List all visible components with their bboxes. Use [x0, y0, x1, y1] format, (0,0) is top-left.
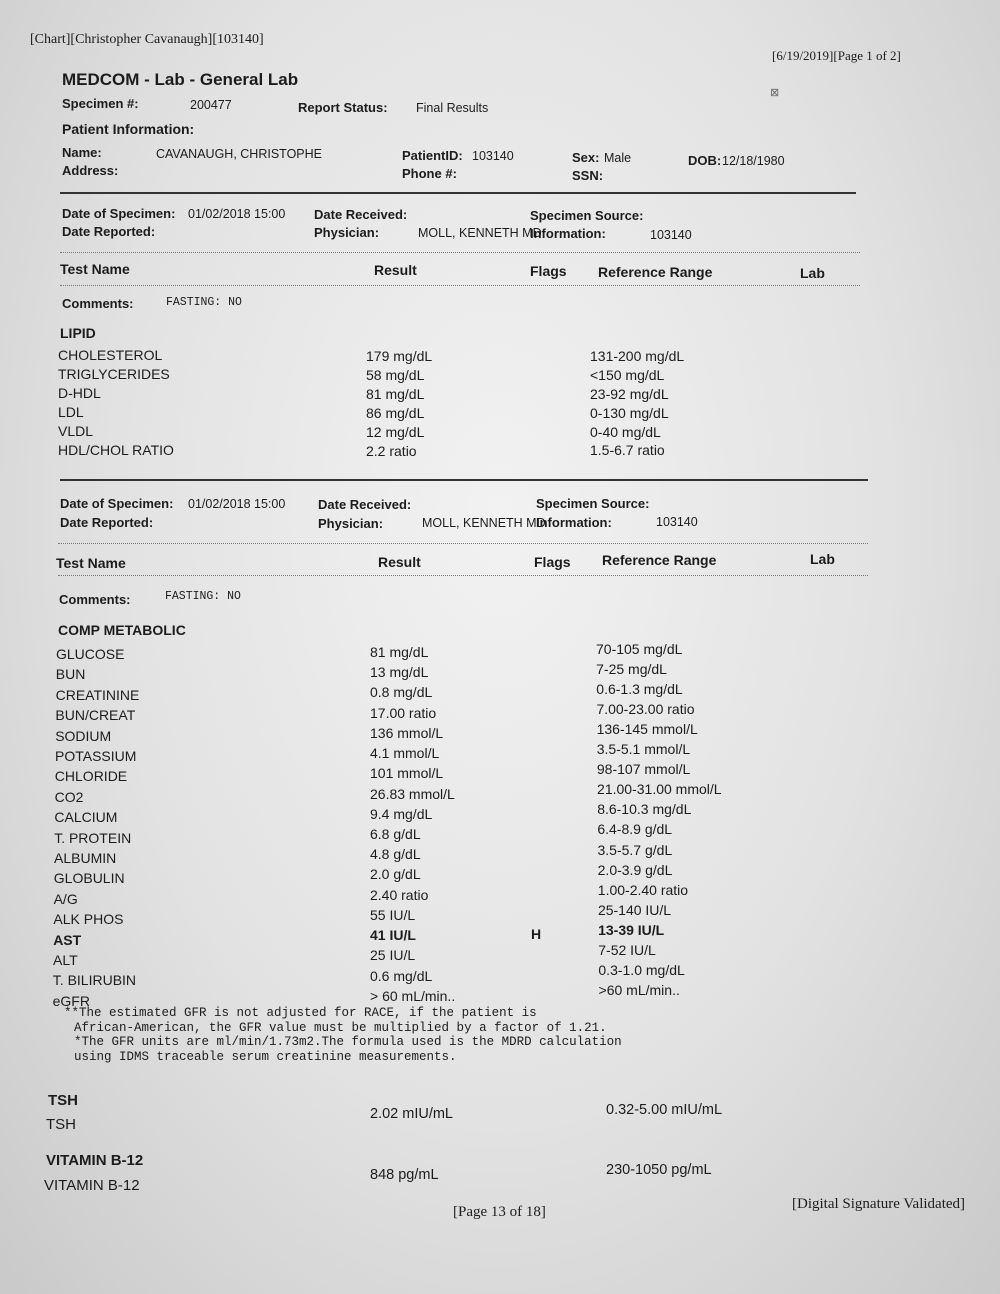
test-name: BUN/CREAT: [55, 707, 136, 724]
test-result: 81 mg/dL: [366, 386, 425, 402]
test-result: 4.8 g/dL: [370, 846, 421, 863]
test-name: VITAMIN B-12: [44, 1177, 140, 1194]
test-range: 1.5-6.7 ratio: [590, 442, 665, 458]
test-name: POTASSIUM: [55, 748, 137, 764]
test-range: 7.00-23.00 ratio: [596, 701, 695, 718]
test-range: 7-52 IU/L: [598, 941, 656, 958]
physician-value: MOLL, KENNETH MD: [418, 226, 542, 240]
test-name: A/G: [53, 890, 78, 907]
test-result: 6.8 g/dL: [370, 826, 421, 843]
date-of-specimen-label: Date of Specimen:: [62, 206, 176, 221]
col-reference-range: Reference Range: [598, 264, 713, 280]
physician-label: Physician:: [314, 225, 380, 240]
col-flags: Flags: [534, 554, 571, 570]
test-range: 131-200 mg/dL: [590, 348, 685, 364]
test-result: 58 mg/dL: [366, 367, 425, 383]
patient-info-heading: Patient Information:: [62, 121, 195, 137]
chart-header: [Chart][Christopher Cavanaugh][103140]: [30, 32, 264, 47]
comments-label: Comments:: [59, 592, 131, 607]
ssn-label: SSN:: [572, 168, 604, 183]
test-range: 0-40 mg/dL: [590, 424, 661, 440]
divider: [58, 575, 868, 576]
test-name: LDL: [58, 404, 84, 420]
test-range: 0.6-1.3 mg/dL: [596, 681, 683, 698]
date-received-label: Date Received:: [318, 497, 412, 512]
specimen-label: Specimen #:: [62, 96, 139, 111]
divider: [60, 252, 860, 253]
test-name: BUN: [55, 666, 86, 683]
group-lipid: LIPID: [60, 325, 96, 341]
test-result: 25 IU/L: [370, 947, 416, 964]
test-result: 41 IU/L: [370, 927, 416, 944]
group-comp-metabolic: COMP METABOLIC: [58, 622, 186, 638]
test-result: 101 mmol/L: [370, 765, 444, 782]
digital-signature: [Digital Signature Validated]: [792, 1196, 966, 1212]
test-name: ALK PHOS: [53, 911, 124, 928]
sex-value: Male: [604, 151, 632, 165]
test-range: 3.5-5.1 mmol/L: [596, 741, 691, 758]
test-result: 136 mmol/L: [370, 724, 444, 741]
date-of-specimen-label: Date of Specimen:: [60, 496, 174, 511]
patient-id-label: PatientID:: [402, 148, 463, 163]
test-range: 13-39 IU/L: [598, 921, 665, 938]
test-name: CHLORIDE: [54, 768, 128, 785]
test-result: 0.6 mg/dL: [370, 967, 433, 984]
col-result: Result: [378, 554, 421, 570]
test-range: 21.00-31.00 mmol/L: [597, 781, 722, 798]
address-label: Address:: [62, 163, 119, 178]
report-status-value: Final Results: [416, 101, 489, 115]
test-result: 9.4 mg/dL: [370, 805, 433, 822]
test-name: GLUCOSE: [56, 646, 125, 662]
test-name: CREATININE: [55, 686, 140, 703]
test-result: 848 pg/mL: [370, 1167, 439, 1183]
test-flag: H: [531, 926, 542, 943]
test-range: >60 mL/min..: [598, 981, 680, 998]
test-result: 0.8 mg/dL: [370, 684, 433, 701]
dob-label: DOB:: [688, 153, 722, 168]
test-name: CHOLESTEROL: [58, 347, 163, 363]
comments-label: Comments:: [62, 296, 134, 311]
test-result: 86 mg/dL: [366, 405, 425, 421]
col-test-name: Test Name: [56, 555, 126, 571]
report-date-page: [6/19/2019][Page 1 of 2]: [772, 48, 901, 63]
group-vitamin-b12: VITAMIN B-12: [46, 1152, 144, 1169]
specimen-source-label: Specimen Source:: [536, 496, 650, 511]
test-range: <150 mg/dL: [590, 367, 665, 383]
col-flags: Flags: [530, 263, 567, 279]
specimen-source-label: Specimen Source:: [530, 208, 644, 223]
test-range: 25-140 IU/L: [597, 901, 672, 918]
note-line: *The GFR units are ml/min/1.73m2.The formula used is the MDRD calculation: [74, 1035, 622, 1049]
date-reported-label: Date Reported:: [62, 224, 156, 239]
test-result: 179 mg/dL: [366, 348, 433, 364]
test-result: 81 mg/dL: [370, 644, 429, 660]
test-name: HDL/CHOL RATIO: [58, 442, 174, 458]
divider: [60, 479, 868, 481]
patient-id: 103140: [472, 149, 514, 163]
test-range: 0.3-1.0 mg/dL: [598, 961, 685, 978]
patient-name-label: Name:: [62, 145, 102, 160]
physician-label: Physician:: [318, 516, 384, 531]
information-label: Information:: [530, 226, 606, 241]
test-range: 0.32-5.00 mIU/mL: [606, 1102, 723, 1118]
note-line: using IDMS traceable serum creatinine measurements.: [74, 1049, 457, 1064]
test-name: GLOBULIN: [53, 870, 125, 887]
col-lab: Lab: [810, 551, 835, 567]
test-range: 6.4-8.9 g/dL: [597, 821, 673, 838]
test-result: 2.40 ratio: [370, 886, 429, 903]
col-lab: Lab: [800, 265, 825, 281]
group-tsh: TSH: [48, 1092, 78, 1109]
test-result: 2.0 g/dL: [370, 866, 421, 883]
date-reported-label: Date Reported:: [60, 515, 154, 530]
test-name: VLDL: [58, 423, 94, 439]
date-of-specimen-value: 01/02/2018 15:00: [188, 207, 286, 221]
corner-mark-icon: ⊠: [770, 87, 780, 99]
dob-value: 12/18/1980: [722, 154, 785, 168]
col-reference-range: Reference Range: [602, 552, 717, 568]
test-name: TRIGLYCERIDES: [58, 366, 170, 382]
phone-label: Phone #:: [402, 166, 457, 181]
test-result: 13 mg/dL: [370, 664, 429, 681]
test-name: D-HDL: [58, 385, 101, 401]
date-received-label: Date Received:: [314, 207, 408, 222]
patient-name: CAVANAUGH, CHRISTOPHE: [156, 147, 322, 161]
test-range: 23-92 mg/dL: [590, 386, 669, 402]
test-name: SODIUM: [55, 727, 112, 744]
test-range: 7-25 mg/dL: [596, 661, 667, 678]
col-result: Result: [374, 262, 417, 278]
test-name: CALCIUM: [54, 809, 118, 826]
test-result: 55 IU/L: [370, 906, 416, 923]
information-value: 103140: [656, 515, 698, 529]
test-name: T. BILIRUBIN: [52, 972, 137, 989]
test-result: 2.02 mIU/mL: [370, 1106, 453, 1122]
test-name: TSH: [46, 1116, 76, 1133]
test-range: 8.6-10.3 mg/dL: [597, 801, 692, 818]
test-range: 3.5-5.7 g/dL: [597, 841, 673, 858]
divider: [60, 192, 856, 194]
page-number: [Page 13 of 18]: [453, 1204, 546, 1220]
comments-value: FASTING: NO: [165, 590, 241, 603]
test-range: 1.00-2.40 ratio: [597, 881, 689, 898]
report-status-label: Report Status:: [298, 100, 388, 115]
test-range: 230-1050 pg/mL: [606, 1162, 712, 1178]
report-title: MEDCOM - Lab - General Lab: [62, 70, 299, 89]
test-range: 0-130 mg/dL: [590, 405, 669, 421]
test-result: 17.00 ratio: [370, 704, 437, 721]
note-line: African-American, the GFR value must be multiplied by a factor of 1.21.: [74, 1020, 607, 1035]
test-name: eGFR: [52, 992, 90, 1009]
test-name: AST: [53, 931, 82, 948]
test-name: CO2: [54, 788, 84, 805]
test-result: 12 mg/dL: [366, 424, 425, 440]
information-label: Information:: [536, 515, 612, 530]
divider: [60, 285, 860, 286]
test-result: 4.1 mmol/L: [370, 745, 440, 762]
test-name: ALT: [53, 952, 78, 968]
test-range: 70-105 mg/dL: [596, 641, 683, 657]
specimen-number: 200477: [190, 98, 232, 112]
test-range: 2.0-3.9 g/dL: [597, 861, 673, 878]
test-name: ALBUMIN: [54, 850, 117, 866]
test-result: > 60 mL/min..: [370, 987, 456, 1004]
date-of-specimen-value: 01/02/2018 15:00: [188, 497, 286, 511]
note-line: **The estimated GFR is not adjusted for RACE, if the patient is: [64, 1006, 537, 1020]
divider: [58, 543, 868, 544]
test-result: 26.83 mmol/L: [370, 785, 455, 802]
physician-value: MOLL, KENNETH MD: [422, 516, 546, 530]
sex-label: Sex:: [572, 150, 600, 165]
information-value: 103140: [650, 228, 692, 242]
test-name: T. PROTEIN: [54, 829, 132, 846]
col-test-name: Test Name: [60, 261, 130, 277]
test-range: 136-145 mmol/L: [596, 721, 698, 738]
test-result: 2.2 ratio: [366, 443, 417, 459]
test-range: 98-107 mmol/L: [596, 761, 691, 778]
comments-value: FASTING: NO: [166, 296, 242, 309]
